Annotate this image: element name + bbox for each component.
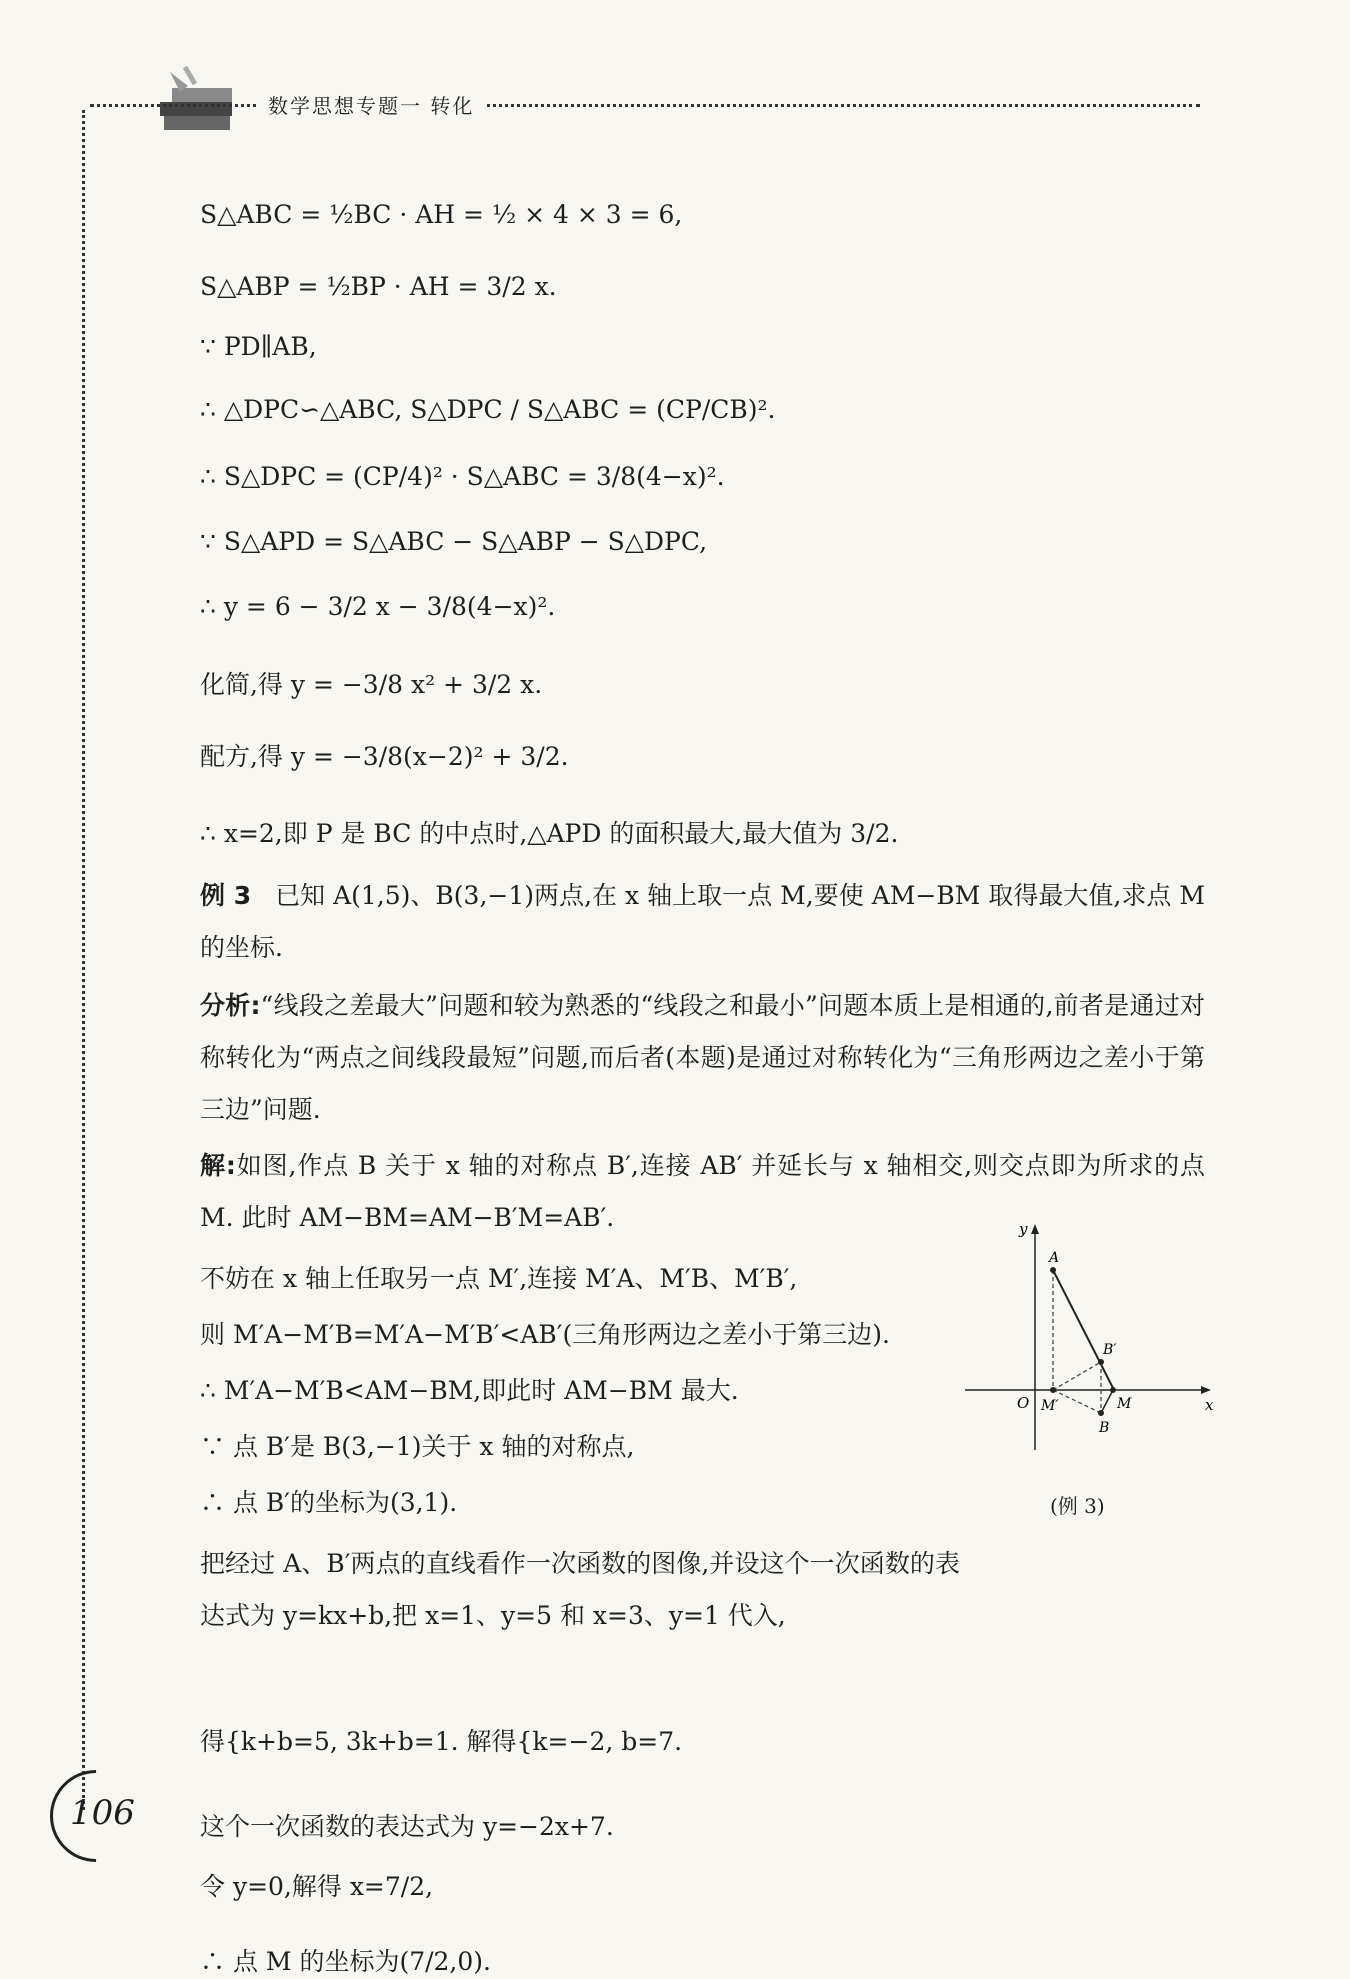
point-m-label: M (1117, 1396, 1132, 1412)
solution-line-6: ∵ S△APD = S△ABC − S△ABP − S△DPC, (200, 527, 708, 556)
solution-line-3: ∵ PD∥AB, (200, 332, 317, 361)
dashed-line-mprime-bprime (1053, 1362, 1101, 1390)
let-y-line: 令 y=0,解得 x=7/2, (200, 1872, 434, 1901)
point-m-prime (1050, 1387, 1056, 1393)
side-dotted-rule (82, 110, 85, 1810)
solution-line-1: S△ABC = ½BC · AH = ½ × 4 × 3 = 6, (200, 200, 683, 229)
dashed-line-mprime-b (1053, 1390, 1101, 1413)
header-dotted-rule (90, 104, 1200, 107)
y-axis-arrow-icon (1031, 1224, 1039, 1234)
step-line-3: ∴ M′A−M′B<AM−BM,即此时 AM−BM 最大. (200, 1376, 739, 1405)
point-b-label: B (1099, 1420, 1110, 1436)
step-line-4: ∵ 点 B′是 B(3,−1)关于 x 轴的对称点, (200, 1432, 635, 1461)
step-line-5: ∴ 点 B′的坐标为(3,1). (200, 1488, 458, 1517)
y-axis-label: y (1019, 1220, 1028, 1238)
system-line: 得{k+b=5, 3k+b=1. 解得{k=−2, b=7. (200, 1727, 683, 1756)
linear-paragraph: 把经过 A、B′两点的直线看作一次函数的图像,并设这个一次函数的表达式为 y=kx+b,把 x=1、y=5 和 x=3、y=1 代入, (200, 1549, 960, 1630)
solution-line-7: ∴ y = 6 − 3/2 x − 3/8(4−x)². (200, 592, 556, 621)
solution-label: 解: (200, 1151, 236, 1180)
example3-label: 例 3 (200, 881, 252, 910)
origin-label: O (1017, 1394, 1030, 1412)
figure-caption: (例 3) (1050, 1494, 1105, 1518)
point-b-prime (1098, 1359, 1104, 1365)
analysis-label: 分析: (200, 991, 261, 1020)
solution-text: 如图,作点 B 关于 x 轴的对称点 B′,连接 AB′ 并延长与 x 轴相交,则交点即为所求的点 M. 此时 AM−BM=AM−B′M=AB′. (200, 1151, 1206, 1232)
expression-line: 这个一次函数的表达式为 y=−2x+7. (200, 1812, 614, 1841)
solution-line-4: ∴ △DPC∽△ABC, S△DPC / S△ABC = (CP/CB)². (200, 395, 776, 424)
line-a-m (1053, 1270, 1113, 1388)
solution-line-5: ∴ S△DPC = (CP/4)² · S△ABC = 3/8(4−x)². (200, 462, 725, 491)
conclusion-line: ∴ 点 M 的坐标为(7/2,0). (200, 1947, 491, 1976)
step-line-2: 则 M′A−M′B=M′A−M′B′<AB′(三角形两边之差小于第三边). (200, 1320, 890, 1349)
line-b-m (1101, 1390, 1113, 1413)
analysis-paragraph (200, 980, 1205, 1136)
header-title: 数学思想专题一 转化 (258, 90, 484, 119)
x-axis-arrow-icon (1201, 1386, 1211, 1394)
step-line-1: 不妨在 x 轴上任取另一点 M′,连接 M′A、M′B、M′B′, (200, 1264, 798, 1293)
solution-line-2: S△ABP = ½BP · AH = 3/2 x. (200, 272, 557, 301)
x-axis-label: x (1205, 1396, 1214, 1414)
point-m-prime-label: M′ (1041, 1398, 1059, 1414)
example3-figure (965, 1220, 1215, 1480)
analysis-text: “线段之差最大”问题和较为熟悉的“线段之和最小”问题本质上是相通的,前者是通过对称转化为“两点之间线段最短”问题,而后者(本题)是通过对称转化为“三角形两边之差小于第三边”问题. (200, 991, 1205, 1124)
example3-text: 已知 A(1,5)、B(3,−1)两点,在 x 轴上取一点 M,要使 AM−BM 取得最大值,求点 M 的坐标. (200, 881, 1205, 962)
example3-statement (200, 870, 1205, 974)
solution-line-8: 化简,得 y = −3/8 x² + 3/2 x. (200, 670, 543, 699)
point-a (1050, 1267, 1056, 1273)
point-b (1098, 1410, 1104, 1416)
point-m (1110, 1387, 1116, 1393)
point-a-label: A (1049, 1250, 1060, 1266)
solution-line-9: 配方,得 y = −3/8(x−2)² + 3/2. (200, 742, 569, 771)
solution-line-10: ∴ x=2,即 P 是 BC 的中点时,△APD 的面积最大,最大值为 3/2. (200, 819, 899, 848)
books-logo-icon (150, 62, 240, 142)
page-number: 106 (70, 1793, 135, 1833)
point-b-prime-label: B′ (1103, 1342, 1117, 1358)
